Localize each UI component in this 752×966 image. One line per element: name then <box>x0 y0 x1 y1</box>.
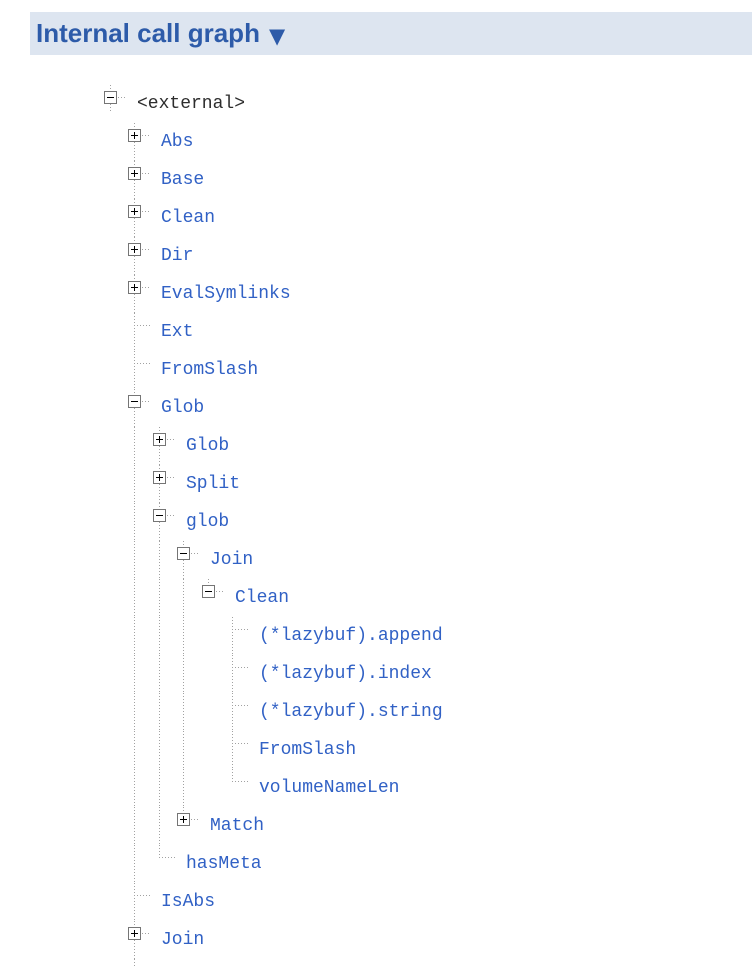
call-graph-header[interactable] <box>30 12 752 55</box>
toggle-glyph-bar <box>134 132 135 139</box>
node-label-isabs[interactable]: IsAbs <box>161 892 216 912</box>
tree-connector-line <box>216 591 223 592</box>
node-label-lazybuf-append[interactable]: (*lazybuf).append <box>259 626 443 646</box>
tree-node-abs <box>0 123 752 161</box>
tree-connector-line <box>183 617 184 655</box>
tree-node-evalsymlinks <box>0 275 752 313</box>
tree-connector-line <box>232 617 233 655</box>
tree-node-volumenamelen <box>0 769 752 807</box>
node-label-abs[interactable]: Abs <box>161 132 194 152</box>
tree-connector-line <box>110 104 111 113</box>
tree-connector-line <box>142 933 149 934</box>
node-label-dir[interactable]: Dir <box>161 246 194 266</box>
collapse-toggle-icon[interactable] <box>177 547 190 560</box>
node-label-lazybuf-string[interactable]: (*lazybuf).string <box>259 702 443 722</box>
header-title[interactable]: Internal call graph <box>36 18 260 48</box>
tree-connector-line <box>183 731 184 769</box>
tree-node-join <box>0 541 752 579</box>
tree-connector-line <box>134 655 135 693</box>
tree-connector-line <box>134 959 135 966</box>
node-label-evalsymlinks[interactable]: EvalSymlinks <box>161 284 291 304</box>
node-label-split[interactable]: Split <box>186 474 241 494</box>
toggle-glyph-bar <box>131 401 138 402</box>
tree-node-clean <box>0 579 752 617</box>
toggle-glyph-bar <box>134 930 135 937</box>
tree-connector-line <box>134 351 135 389</box>
tree-connector-line <box>134 256 135 275</box>
tree-connector-line <box>134 325 150 326</box>
tree-connector-line <box>232 629 248 630</box>
tree-node-isabs <box>0 883 752 921</box>
tree-connector-line <box>191 553 198 554</box>
toggle-glyph-bar <box>183 816 184 823</box>
tree-connector-line <box>134 363 150 364</box>
toggle-glyph-bar <box>134 246 135 253</box>
collapse-toggle-icon[interactable] <box>153 509 166 522</box>
tree-node-lazybuf-string <box>0 693 752 731</box>
node-label-hasmeta[interactable]: hasMeta <box>186 854 262 874</box>
tree-connector-line <box>159 807 160 845</box>
tree-node-hasmeta <box>0 845 752 883</box>
tree-connector-line <box>232 667 248 668</box>
tree-node-external <box>0 85 752 123</box>
tree-connector-line <box>167 439 174 440</box>
tree-node-clean <box>0 199 752 237</box>
node-label-volumenamelen[interactable]: volumeNameLen <box>259 778 400 798</box>
tree-connector-line <box>134 769 135 807</box>
node-label-glob[interactable]: Glob <box>161 398 205 418</box>
expand-toggle-icon[interactable] <box>128 167 141 180</box>
tree-connector-line <box>159 617 160 655</box>
tree-connector-line <box>142 249 149 250</box>
tree-node-lazybuf-append <box>0 617 752 655</box>
tree-connector-line <box>134 845 135 883</box>
tree-connector-line <box>159 693 160 731</box>
toggle-glyph-bar <box>134 284 135 291</box>
collapse-toggle-icon[interactable] <box>104 91 117 104</box>
tree-node-glob <box>0 503 752 541</box>
tree-node-split <box>0 465 752 503</box>
tree-connector-line <box>142 287 149 288</box>
tree-connector-line <box>142 135 149 136</box>
tree-connector-line <box>134 579 135 617</box>
node-label-glob[interactable]: Glob <box>186 436 230 456</box>
call-graph-tree <box>0 85 752 966</box>
node-label-clean[interactable]: Clean <box>235 588 290 608</box>
tree-connector-line <box>134 807 135 845</box>
toggle-glyph-bar <box>156 515 163 516</box>
node-label-clean[interactable]: Clean <box>161 208 216 228</box>
tree-connector-line <box>134 218 135 237</box>
collapse-toggle-icon[interactable] <box>128 395 141 408</box>
tree-connector-line <box>159 522 160 541</box>
tree-connector-line <box>191 819 198 820</box>
tree-node-match <box>0 807 752 845</box>
toggle-glyph-bar <box>159 474 160 481</box>
tree-connector-line <box>142 211 149 212</box>
tree-connector-line <box>159 655 160 693</box>
tree-connector-line <box>183 579 184 617</box>
expand-toggle-icon[interactable] <box>128 243 141 256</box>
expand-toggle-icon[interactable] <box>153 471 166 484</box>
tree-connector-line <box>159 484 160 503</box>
tree-node-fromslash <box>0 731 752 769</box>
node-label-ext[interactable]: Ext <box>161 322 194 342</box>
tree-connector-line <box>159 857 175 858</box>
tree-connector-line <box>134 503 135 541</box>
node-label-external-root: <external> <box>137 94 246 114</box>
tree-connector-line <box>232 693 233 731</box>
tree-connector-line <box>183 655 184 693</box>
tree-connector-line <box>134 142 135 161</box>
tree-node-glob <box>0 389 752 427</box>
tree-connector-line <box>159 446 160 465</box>
tree-connector-line <box>232 655 233 693</box>
tree-node-join <box>0 921 752 959</box>
tree-connector-line <box>134 940 135 959</box>
tree-connector-line <box>159 731 160 769</box>
tree-connector-line <box>183 693 184 731</box>
expand-toggle-icon[interactable] <box>128 129 141 142</box>
expand-toggle-icon[interactable] <box>128 927 141 940</box>
collapse-toggle-icon[interactable] <box>202 585 215 598</box>
tree-node-fromslash <box>0 351 752 389</box>
node-label-lazybuf-index[interactable]: (*lazybuf).index <box>259 664 432 684</box>
toggle-glyph-bar <box>180 553 187 554</box>
node-label-match[interactable]: Match <box>210 816 265 836</box>
tree-node-dir <box>0 237 752 275</box>
expand-toggle-icon[interactable] <box>153 433 166 446</box>
toggle-glyph-bar <box>205 591 212 592</box>
expand-toggle-icon[interactable] <box>177 813 190 826</box>
tree-node-lazybuf-index <box>0 655 752 693</box>
node-label-fromslash[interactable]: FromSlash <box>259 740 357 760</box>
tree-connector-line <box>232 743 248 744</box>
tree-connector-line <box>142 401 149 402</box>
tree-connector-line <box>134 883 135 921</box>
tree-connector-line <box>134 895 150 896</box>
tree-connector-line <box>134 693 135 731</box>
tree-connector-line <box>159 541 160 579</box>
tree-connector-line <box>134 180 135 199</box>
tree-connector-line <box>134 294 135 313</box>
tree-connector-line <box>183 560 184 579</box>
tree-connector-line <box>142 173 149 174</box>
collapse-arrow-icon: ▼ <box>268 23 286 48</box>
node-label-join[interactable]: Join <box>210 550 254 570</box>
node-label-base[interactable]: Base <box>161 170 205 190</box>
tree-connector-line <box>134 427 135 465</box>
tree-connector-line <box>232 705 248 706</box>
tree-connector-line <box>159 769 160 807</box>
expand-toggle-icon[interactable] <box>128 205 141 218</box>
tree-connector-line <box>134 541 135 579</box>
tree-connector-line <box>159 579 160 617</box>
expand-toggle-icon[interactable] <box>128 281 141 294</box>
toggle-glyph-bar <box>134 208 135 215</box>
tree-connector-line <box>134 408 135 427</box>
tree-node-base <box>0 161 752 199</box>
toggle-glyph-bar <box>159 436 160 443</box>
node-label-glob[interactable]: glob <box>186 512 230 532</box>
tree-connector-line <box>134 731 135 769</box>
tree-connector-line <box>134 313 135 351</box>
tree-connector-line <box>183 769 184 807</box>
node-label-fromslash[interactable]: FromSlash <box>161 360 259 380</box>
toggle-glyph-bar <box>107 97 114 98</box>
tree-connector-line <box>134 465 135 503</box>
tree-connector-line <box>232 781 248 782</box>
node-label-join[interactable]: Join <box>161 930 205 950</box>
toggle-glyph-bar <box>134 170 135 177</box>
tree-node-glob <box>0 427 752 465</box>
tree-connector-line <box>232 731 233 769</box>
tree-connector-line <box>118 97 125 98</box>
tree-connector-line <box>167 477 174 478</box>
tree-connector-line <box>167 515 174 516</box>
tree-connector-line <box>134 617 135 655</box>
tree-node-ext <box>0 313 752 351</box>
